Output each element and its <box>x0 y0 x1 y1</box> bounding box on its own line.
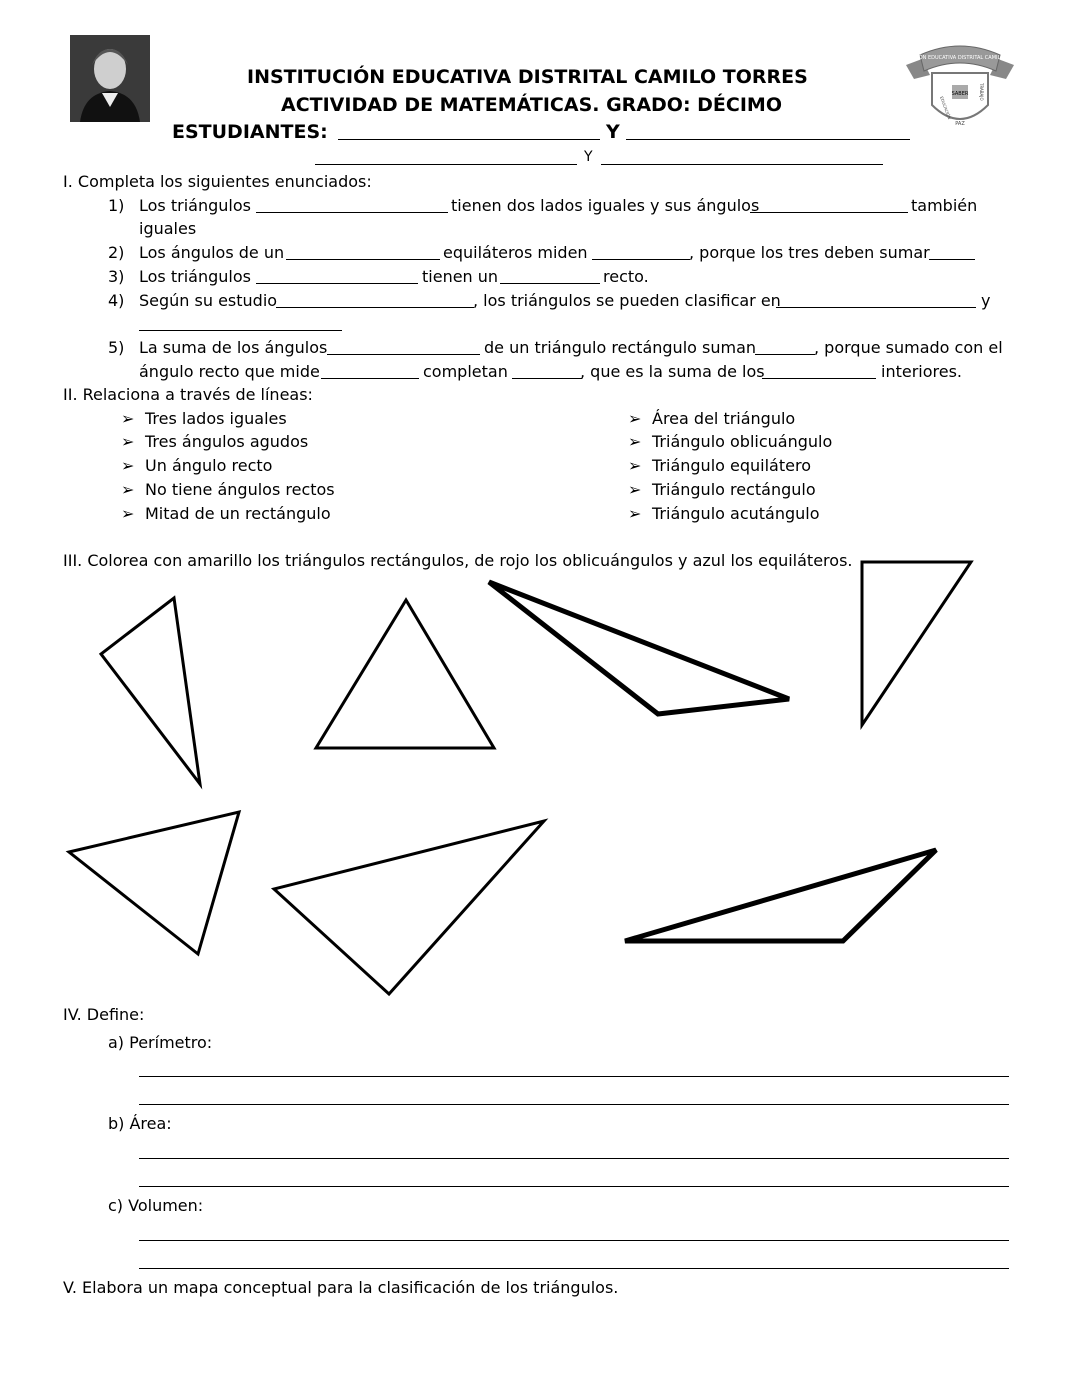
s1-item2-c: , porque los tres deben sumar <box>689 243 930 262</box>
s1-item5-d: ángulo recto que mide <box>139 362 320 381</box>
s1-item4-num: 4) <box>108 291 125 310</box>
triangle-1[interactable] <box>101 598 200 784</box>
s1-item3-blank2[interactable] <box>500 283 600 284</box>
institution-title: INSTITUCIÓN EDUCATIVA DISTRITAL CAMILO TORRES <box>247 66 808 88</box>
s1-item1-blank2[interactable] <box>750 212 908 213</box>
s1-item2-blank3[interactable] <box>929 259 975 260</box>
define-volumen-label: c) Volumen: <box>108 1196 204 1215</box>
s1-item2-num: 2) <box>108 243 125 262</box>
triangle-4[interactable] <box>862 562 971 725</box>
student-name-blank-2[interactable] <box>626 139 910 140</box>
define-perimetro-line-2[interactable] <box>139 1104 1009 1105</box>
match-right-3[interactable] <box>628 456 811 475</box>
s1-item5-g: interiores. <box>881 362 963 381</box>
s1-item5-blank5[interactable] <box>762 378 876 379</box>
match-right-5-label: Triángulo acutángulo <box>652 504 820 523</box>
s1-item4-a: Según su estudio <box>139 291 278 310</box>
match-left-4[interactable] <box>121 480 335 499</box>
portrait-image <box>70 35 150 122</box>
s1-item5-blank3[interactable] <box>321 378 419 379</box>
student-name-blank-1[interactable] <box>338 139 600 140</box>
section-1-title: I. Completa los siguientes enunciados: <box>63 172 372 191</box>
triangle-6[interactable] <box>274 821 544 994</box>
match-right-2[interactable] <box>628 432 832 451</box>
triangle-5[interactable] <box>69 812 239 954</box>
define-volumen-line-1[interactable] <box>139 1240 1009 1241</box>
define-volumen-line-2[interactable] <box>139 1268 1009 1269</box>
match-left-2[interactable] <box>121 432 308 451</box>
logo-center-text: SABER <box>951 91 969 97</box>
s1-item5-num: 5) <box>108 338 125 357</box>
triangle-3[interactable] <box>489 582 789 714</box>
match-left-1[interactable] <box>121 409 287 428</box>
logo-left-text: EDUCACIÓN <box>939 95 953 120</box>
section-2-title: II. Relaciona a través de líneas: <box>63 385 313 404</box>
s1-item2-a: Los ángulos de un <box>139 243 285 262</box>
s1-item5-a: La suma de los ángulos <box>139 338 328 357</box>
bullet-arrow-icon: ➢ <box>628 456 642 475</box>
match-left-4-label: No tiene ángulos rectos <box>145 480 335 499</box>
students-y-2: Y <box>584 149 593 165</box>
match-left-5[interactable] <box>121 504 331 523</box>
bullet-arrow-icon: ➢ <box>628 480 642 499</box>
s1-item2-blank2[interactable] <box>592 259 690 260</box>
match-left-3[interactable] <box>121 456 272 475</box>
s1-item1-a: Los triángulos <box>139 196 251 215</box>
triangle-7[interactable] <box>625 850 936 941</box>
s1-item5-e: completan <box>423 362 508 381</box>
school-logo <box>894 35 1026 135</box>
bullet-arrow-icon: ➢ <box>628 432 642 451</box>
logo-banner-text: INSTITUCIÓN EDUCATIVA DISTRITAL CAMILO TORRES <box>894 55 1026 61</box>
define-perimetro-label: a) Perímetro: <box>108 1033 213 1052</box>
match-right-4[interactable] <box>628 480 816 499</box>
match-right-1-label: Área del triángulo <box>652 409 796 428</box>
bullet-arrow-icon: ➢ <box>121 432 135 451</box>
s1-item3-blank1[interactable] <box>256 283 418 284</box>
match-left-2-label: Tres ángulos agudos <box>145 432 309 451</box>
s1-item1-b: tienen dos lados iguales y sus ángulos <box>451 196 760 215</box>
s1-item1-num: 1) <box>108 196 125 215</box>
match-right-2-label: Triángulo oblicuángulo <box>652 432 833 451</box>
define-perimetro-line-1[interactable] <box>139 1076 1009 1077</box>
s1-item5-c: , porque sumado con el <box>814 338 1003 357</box>
s1-item5-blank2[interactable] <box>755 354 815 355</box>
s1-item4-blank2[interactable] <box>776 307 976 308</box>
bullet-arrow-icon: ➢ <box>121 480 135 499</box>
section-5-title: V. Elabora un mapa conceptual para la clasificación de los triángulos. <box>63 1278 619 1297</box>
students-label: ESTUDIANTES: <box>172 121 328 143</box>
match-right-1[interactable] <box>628 409 795 428</box>
bullet-arrow-icon: ➢ <box>121 456 135 475</box>
match-right-3-label: Triángulo equilátero <box>652 456 811 475</box>
s1-item1-c: también <box>911 196 978 215</box>
define-area-line-2[interactable] <box>139 1186 1009 1187</box>
s1-item3-b: tienen un <box>422 267 499 286</box>
s1-item2-blank1[interactable] <box>286 259 440 260</box>
bullet-arrow-icon: ➢ <box>121 409 135 428</box>
s1-item3-num: 3) <box>108 267 125 286</box>
s1-item4-blank1[interactable] <box>276 307 474 308</box>
match-left-3-label: Un ángulo recto <box>145 456 273 475</box>
activity-title: ACTIVIDAD DE MATEMÁTICAS. GRADO: DÉCIMO <box>281 94 782 116</box>
bullet-arrow-icon: ➢ <box>121 504 135 523</box>
match-right-5[interactable] <box>628 504 820 523</box>
student-name-blank-3[interactable] <box>315 164 577 165</box>
s1-item4-b: , los triángulos se pueden clasificar en <box>473 291 781 310</box>
logo-right-text: TRABAJO <box>979 83 984 101</box>
students-y-1: Y <box>606 121 620 143</box>
section-3-title: III. Colorea con amarillo los triángulos rectángulos, de rojo los oblicuángulos y azul los equiláteros. <box>63 551 853 570</box>
s1-item4-blank3[interactable] <box>139 330 342 331</box>
bullet-arrow-icon: ➢ <box>628 504 642 523</box>
s1-item3-c: recto. <box>603 267 649 286</box>
s1-item2-b: equiláteros miden <box>443 243 588 262</box>
s1-item5-b: de un triángulo rectángulo suman <box>484 338 757 357</box>
define-area-line-1[interactable] <box>139 1158 1009 1159</box>
logo-bottom-text: PAZ <box>955 121 965 127</box>
match-left-1-label: Tres lados iguales <box>145 409 287 428</box>
s1-item1-d: iguales <box>139 219 197 238</box>
s1-item1-blank1[interactable] <box>256 212 448 213</box>
s1-item5-blank1[interactable] <box>327 354 480 355</box>
bullet-arrow-icon: ➢ <box>628 409 642 428</box>
define-area-label: b) Área: <box>108 1114 172 1133</box>
s1-item5-blank4[interactable] <box>512 378 582 379</box>
match-left-5-label: Mitad de un rectángulo <box>145 504 331 523</box>
section-4-title: IV. Define: <box>63 1005 145 1024</box>
s1-item5-f: , que es la suma de los <box>580 362 765 381</box>
match-right-4-label: Triángulo rectángulo <box>652 480 816 499</box>
student-name-blank-4[interactable] <box>601 164 883 165</box>
triangle-2[interactable] <box>316 600 494 748</box>
s1-item3-a: Los triángulos <box>139 267 251 286</box>
s1-item4-c: y <box>981 291 991 310</box>
